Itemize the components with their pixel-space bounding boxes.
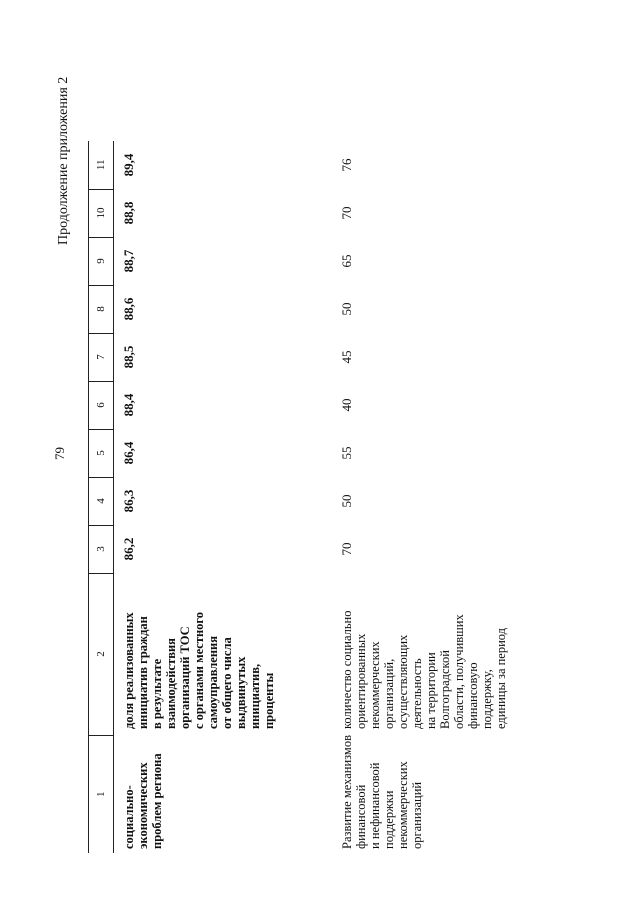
cell-text-line: Развитие механизмов <box>340 735 354 849</box>
cell-text-line: проблем региона <box>150 753 164 849</box>
value-cell: 86,2 <box>121 537 136 561</box>
value-cell: 88,7 <box>121 249 136 273</box>
value-cell: 88,6 <box>121 297 136 321</box>
value-cell: 88,4 <box>121 393 136 417</box>
cell-text-line: и нефинансовой <box>368 762 382 849</box>
value-cell: 88,8 <box>121 201 136 225</box>
task-cell <box>114 735 331 853</box>
cell-text-line: организаций <box>410 781 424 849</box>
table-row <box>330 141 508 853</box>
cell-text-line: ориентированных <box>354 633 368 730</box>
cell-text-line: взаимодействия <box>164 638 178 730</box>
cell-text-line: с органами местного <box>192 611 206 730</box>
cell-text-line: социально- <box>122 785 136 849</box>
task-cell <box>330 735 508 853</box>
value-cell: 45 <box>339 350 354 364</box>
column-header: 3 <box>89 525 114 573</box>
cell-text-line: проценты <box>262 672 276 730</box>
cell-text-line: поддержку, <box>480 669 494 730</box>
value-cell: 89,4 <box>121 153 136 177</box>
column-header: 6 <box>89 381 114 429</box>
indicator-cell <box>114 573 331 735</box>
cell-text-line: области, получивших <box>452 614 466 730</box>
cell-text-line: инициатив граждан <box>136 616 150 730</box>
indicator-cell <box>330 573 508 735</box>
column-header: 10 <box>89 189 114 237</box>
cell-text-line: поддержки <box>382 790 396 849</box>
cell-text-line: самоуправления <box>206 635 220 730</box>
continuation-label: Продолжение приложения 2 <box>56 76 71 245</box>
cell-text-line: некоммерческих <box>396 761 410 849</box>
cell-text-line: организаций ТОС <box>178 626 192 730</box>
cell-text-line: финансовую <box>466 662 480 730</box>
cell-text-line: выдвинутых <box>234 656 248 730</box>
cell-text-line: в результате <box>150 658 164 730</box>
value-cell: 70 <box>339 542 354 556</box>
cell-text-line: на территории <box>424 652 438 730</box>
value-cell: 55 <box>339 446 354 460</box>
column-header: 5 <box>89 429 114 477</box>
value-cell: 86,3 <box>121 489 136 513</box>
cell-text-line: организаций, <box>382 658 396 730</box>
cell-text-line: финансовой <box>354 784 368 849</box>
cell-text-line: деятельность <box>410 658 424 730</box>
page-number: 79 <box>52 447 67 460</box>
column-header: 9 <box>89 237 114 285</box>
cell-text-line: экономических <box>136 762 150 849</box>
cell-text-line: единицы за период <box>494 627 508 730</box>
cell-text-line: от общего числа <box>220 637 234 730</box>
value-cell: 86,4 <box>121 441 136 465</box>
cell-text-line: некоммерческих <box>368 641 382 730</box>
table-row <box>114 141 331 853</box>
cell-text-line: количество социально <box>340 610 354 730</box>
value-cell: 65 <box>339 254 354 268</box>
column-header: 11 <box>89 141 114 189</box>
column-header: 2 <box>89 573 114 735</box>
cell-text-line: Волгоградской <box>438 650 452 730</box>
value-cell: 50 <box>339 302 354 316</box>
value-cell: 70 <box>339 206 354 220</box>
column-header: 1 <box>89 735 114 853</box>
column-header: 4 <box>89 477 114 525</box>
indicator-table <box>88 141 508 853</box>
column-number-row <box>89 141 114 853</box>
cell-text-line: осуществляющих <box>396 634 410 730</box>
value-cell: 40 <box>339 398 354 412</box>
value-cell: 50 <box>339 494 354 508</box>
column-header: 7 <box>89 333 114 381</box>
column-header: 8 <box>89 285 114 333</box>
cell-text-line: инициатив, <box>248 663 262 730</box>
cell-text-line: доля реализованных <box>122 612 136 730</box>
value-cell: 88,5 <box>121 345 136 369</box>
value-cell: 76 <box>339 158 354 172</box>
